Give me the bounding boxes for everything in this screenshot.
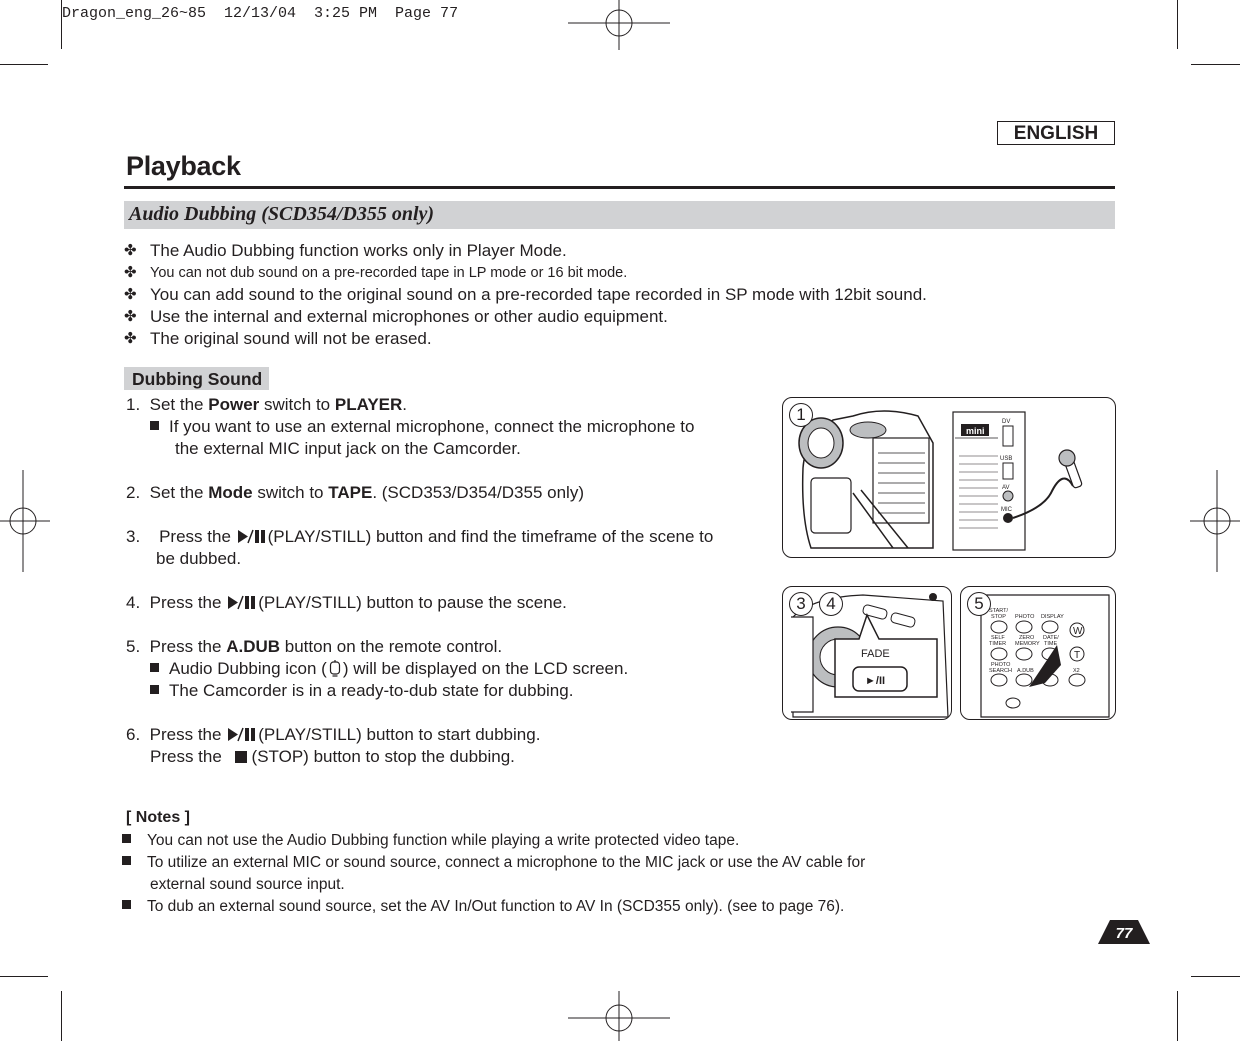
step-1-substep: If you want to use an external microphone, connect the microphone to — [150, 416, 694, 438]
intro-bullet: ✤ The original sound will not be erased. — [124, 329, 432, 348]
step-6-stop: Press the (STOP) button to stop the dubbing. — [150, 747, 515, 766]
remote-label: DISPLAY — [1041, 614, 1064, 620]
play-still-icon — [236, 529, 268, 544]
play-still-icon — [226, 727, 258, 742]
remote-label: STOP — [991, 614, 1006, 620]
intro-bullet-list — [122, 240, 927, 350]
square-bullet-icon — [122, 900, 131, 909]
fade-label: FADE — [861, 648, 890, 660]
registration-mark-top — [568, 0, 670, 50]
remote-label: ZERO — [1019, 635, 1035, 641]
title-divider — [124, 186, 1115, 189]
remote-label: SELF — [991, 635, 1005, 641]
step-2: 2. Set the Mode switch to TAPE. (SCD353/D354/D355 only) — [126, 483, 584, 502]
section-title: Audio Dubbing (SCD354/D355 only) — [129, 203, 435, 225]
step-5: 5. Press the A.DUB button on the remote control. — [126, 637, 503, 656]
square-bullet-icon — [122, 834, 131, 843]
zoom-tele-label: T — [1074, 650, 1081, 661]
jack-label: AV — [1002, 485, 1010, 491]
page-title: Playback — [126, 151, 241, 181]
jack-label: MIC — [1001, 507, 1012, 513]
intro-bullet: ✤ You can add sound to the original sound on a pre-recorded tape recorded in SP mode with 12bit sound. — [124, 285, 927, 304]
remote-label: PHOTO — [991, 662, 1011, 668]
subsection-title: Dubbing Sound — [132, 369, 263, 389]
print-header: Dragon_eng_26~85 12/13/04 3:25 PM Page 77 — [62, 5, 459, 22]
figure-camcorder-buttons — [782, 586, 952, 720]
square-bullet-icon — [150, 685, 159, 694]
step-1: 1. Set the Power switch to PLAYER. — [126, 395, 408, 414]
note-item: To dub an external sound source, set the AV In/Out function to AV In (SCD355 only). (see to page 76). — [122, 896, 844, 918]
step-4: 4. Press the (PLAY/STILL) button to pause the scene. — [126, 593, 567, 612]
step-3: 3. Press the (PLAY/STILL) button and find the timeframe of the scene to — [126, 527, 714, 546]
jack-label: USB — [1000, 456, 1013, 462]
play-still-icon — [226, 595, 258, 610]
svg-text:mini: mini — [966, 426, 985, 436]
camcorder-mic-illustration — [783, 398, 1115, 557]
intro-bullet: ✤ You can not dub sound on a pre-recorded tape in LP mode or 16 bit mode. — [122, 262, 927, 284]
intro-bullet: ✤ Use the internal and external microphones or other audio equipment. — [124, 307, 668, 326]
step-5-substep: The Camcorder is in a ready-to-dub state for dubbing. — [150, 680, 573, 702]
note-item: To utilize an external MIC or sound source, connect a microphone to the MIC jack or use the AV cable for — [122, 852, 865, 874]
figure-number: 3 — [789, 592, 813, 616]
intro-bullet: ✤ The Audio Dubbing function works only in Player Mode. — [124, 241, 567, 260]
remote-label: PHOTO — [1015, 614, 1035, 620]
bullet-icon: ✤ — [124, 286, 137, 303]
jack-label: DV — [1002, 419, 1011, 425]
square-bullet-icon — [150, 421, 159, 430]
figure-number: 1 — [789, 403, 813, 427]
bullet-icon: ✤ — [124, 308, 137, 325]
registration-mark-bottom — [568, 991, 670, 1041]
figure-camcorder-mic — [782, 397, 1116, 558]
page-number: 77 — [1115, 925, 1133, 942]
remote-label: MEMORY — [1015, 641, 1040, 647]
remote-label: A.DUB — [1017, 668, 1034, 674]
stop-icon — [235, 751, 247, 763]
audio-dubbing-icon — [327, 659, 343, 677]
remote-label: TIMER — [989, 641, 1007, 647]
remote-label: TIME — [1044, 641, 1058, 647]
registration-mark-left — [0, 470, 50, 572]
remote-label: DATE/ — [1043, 635, 1059, 641]
notes-title: [ Notes ] — [126, 809, 190, 826]
square-bullet-icon — [150, 663, 159, 672]
note-item-continued: external sound source input. — [150, 876, 345, 893]
remote-label: SEARCH — [989, 668, 1012, 674]
figure-number: 5 — [967, 592, 991, 616]
zoom-wide-label: W — [1073, 626, 1083, 637]
step-5-substep: Audio Dubbing icon ( ) will be displayed on the LCD screen. — [150, 658, 628, 680]
registration-mark-right — [1190, 470, 1240, 572]
bullet-icon: ✤ — [124, 264, 137, 281]
play-still-button-label: ►/II — [865, 675, 886, 687]
step-3-continued: be dubbed. — [156, 549, 242, 568]
remote-label: START/ — [989, 608, 1009, 614]
language-tab: ENGLISH — [997, 121, 1115, 145]
figure-number: 4 — [819, 592, 843, 616]
step-6: 6. Press the (PLAY/STILL) button to start dubbing. — [126, 725, 541, 744]
bullet-icon: ✤ — [124, 242, 137, 259]
bullet-icon: ✤ — [124, 330, 137, 347]
square-bullet-icon — [122, 856, 131, 865]
remote-label: X2 — [1073, 668, 1080, 674]
step-1-substep-continued: the external MIC input jack on the Camcorder. — [175, 439, 521, 458]
figure-remote-control — [960, 586, 1116, 720]
note-item: You can not use the Audio Dubbing function while playing a write protected video tape. — [122, 830, 739, 852]
